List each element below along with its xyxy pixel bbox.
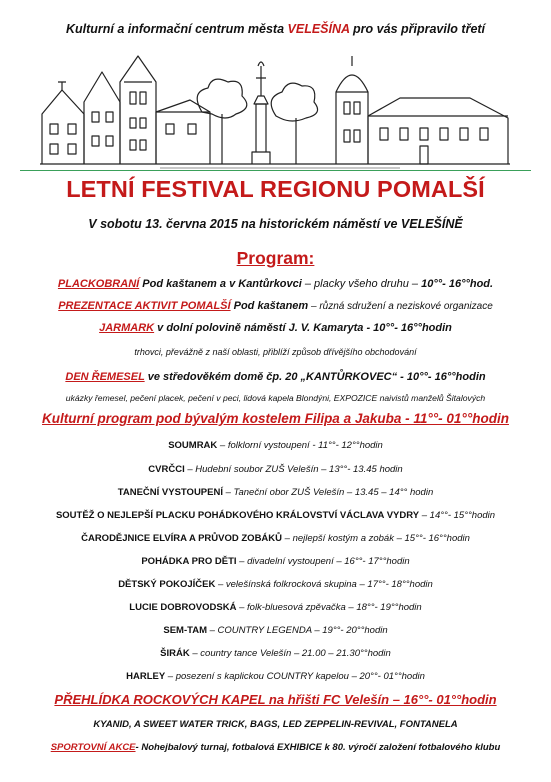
intro-line	[0, 22, 551, 36]
culture-item-name: TANEČNÍ VYSTOUPENÍ	[117, 487, 223, 498]
green-divider	[20, 170, 531, 171]
sport-row	[0, 742, 551, 753]
culture-item-name: SEM-TAM	[163, 625, 207, 636]
culture-item-detail: – Taneční obor ZUŠ Velešín – 13.45 – 14°° hodin	[223, 487, 434, 498]
event-detail: – placky všeho druhu –	[301, 278, 422, 290]
program-heading: Program:	[236, 248, 315, 268]
event-row	[0, 300, 551, 312]
culture-item-name: ŠIRÁK	[160, 648, 190, 659]
event-name: JARMARK	[99, 322, 155, 334]
intro-town: VELEŠÍNA	[287, 22, 350, 36]
culture-item-name: CVRČCI	[148, 464, 185, 475]
event-name: PREZENTACE AKTIVIT POMALŠÍ	[58, 300, 231, 312]
event-place: ve středověkém domě čp. 20 „KANTŮRKOVEC“ -	[144, 371, 407, 383]
culture-item-name: LUCIE DOBROVODSKÁ	[129, 602, 237, 613]
culture-item-detail: – velešínská folkrocková skupina – 17°°- 18°°hodin	[215, 579, 433, 590]
rock-heading: PŘEHLÍDKA ROCKOVÝCH KAPEL na hřišti FC Velešín – 16°°- 01°°hodin	[54, 692, 497, 707]
event-place: Pod kaštanem	[230, 300, 309, 312]
culture-item-detail: – country tance Velešín – 21.00 – 21.30°°hodin	[189, 648, 391, 659]
culture-item	[0, 625, 551, 636]
culture-item-detail: – nejlepší kostým a zobák – 15°°- 16°°hodin	[282, 533, 470, 544]
culture-item	[0, 602, 551, 613]
event-row	[0, 278, 551, 290]
event-row	[0, 371, 551, 383]
culture-item-name: ČARODĚJNICE ELVÍRA A PRŮVOD ZOBÁKŮ	[81, 533, 283, 544]
town-square-sketch	[40, 52, 510, 170]
culture-item	[0, 464, 551, 475]
crafts-description: ukázky řemesel, pečení placek, pečení v peci, lidová kapela Blondýni, EXPOZICE naivistů manželů Šitalových	[65, 393, 486, 403]
culture-item	[0, 510, 551, 521]
culture-item-name: SOUMRAK	[168, 440, 218, 451]
event-time: 10°°- 16°°hodin	[373, 322, 452, 334]
festival-date: V sobotu 13. června 2015 na historickém náměstí ve VELEŠÍNĚ	[88, 217, 463, 231]
culture-item	[0, 671, 551, 682]
culture-item-name: POHÁDKA PRO DĚTI	[141, 556, 237, 567]
culture-item-name: DĚTSKÝ POKOJÍČEK	[118, 579, 216, 590]
event-place: v dolní polovině náměstí J. V. Kamaryta -	[154, 322, 374, 334]
intro-post: pro vás připravilo třetí	[349, 22, 486, 36]
culture-item	[0, 533, 551, 544]
culture-item-detail: – 14°°- 15°°hodin	[419, 510, 496, 521]
culture-heading: Kulturní program pod bývalým kostelem Filipa a Jakuba - 11°°- 01°°hodin	[42, 411, 509, 426]
event-time: 10°°- 16°°hodin	[406, 371, 486, 383]
band-list: KYANID, A SWEET WATER TRICK, BAGS, LED ZEPPELIN-REVIVAL, FONTANELA	[93, 719, 458, 730]
culture-item-detail: – divadelní vystoupení – 16°°- 17°°hodin	[236, 556, 410, 567]
culture-item	[0, 556, 551, 567]
culture-item-detail: – folk-bluesová zpěvačka – 18°°- 19°°hodin	[236, 602, 422, 613]
jarmark-description: trhovci, převážně z naší oblasti, přiblíží způsob dřívějšího obchodování	[134, 347, 417, 357]
event-time: 10°°- 16°°hod.	[421, 278, 494, 290]
culture-item	[0, 440, 551, 451]
event-name: DEN ŘEMESEL	[65, 371, 145, 383]
sport-detail: - Nohejbalový turnaj, fotbalová EXHIBICE k 80. výročí založení fotbalového klubu	[135, 742, 501, 753]
culture-item	[0, 487, 551, 498]
sport-name: SPORTOVNÍ AKCE	[50, 742, 136, 753]
culture-item-detail: – Hudební soubor ZUŠ Velešín – 13°°- 13.45 hodin	[184, 464, 403, 475]
culture-item	[0, 579, 551, 590]
culture-item-detail: – posezení s kaplickou COUNTRY kapelou – 20°°- 01°°hodin	[165, 671, 425, 682]
culture-item-detail: – COUNTRY LEGENDA – 19°°- 20°°hodin	[206, 625, 388, 636]
culture-item-name: HARLEY	[126, 671, 166, 682]
culture-item-detail: – folklorní vystoupení - 11°°- 12°°hodin	[217, 440, 383, 451]
event-detail: – různá sdružení a neziskové organizace	[308, 301, 493, 312]
event-row	[0, 322, 551, 334]
culture-item	[0, 648, 551, 659]
culture-item-name: SOUTĚŽ O NEJLEPŠÍ PLACKU POHÁDKOVÉHO KRÁLOVSTVÍ VÁCLAVA VYDRY	[55, 510, 420, 521]
event-name: PLACKOBRANÍ	[57, 278, 140, 290]
intro-pre: Kulturní a informační centrum města	[65, 22, 288, 36]
event-place: Pod kaštanem a v Kantůrkovci	[139, 278, 302, 290]
festival-title: LETNÍ FESTIVAL REGIONU POMALŠÍ	[66, 176, 485, 202]
